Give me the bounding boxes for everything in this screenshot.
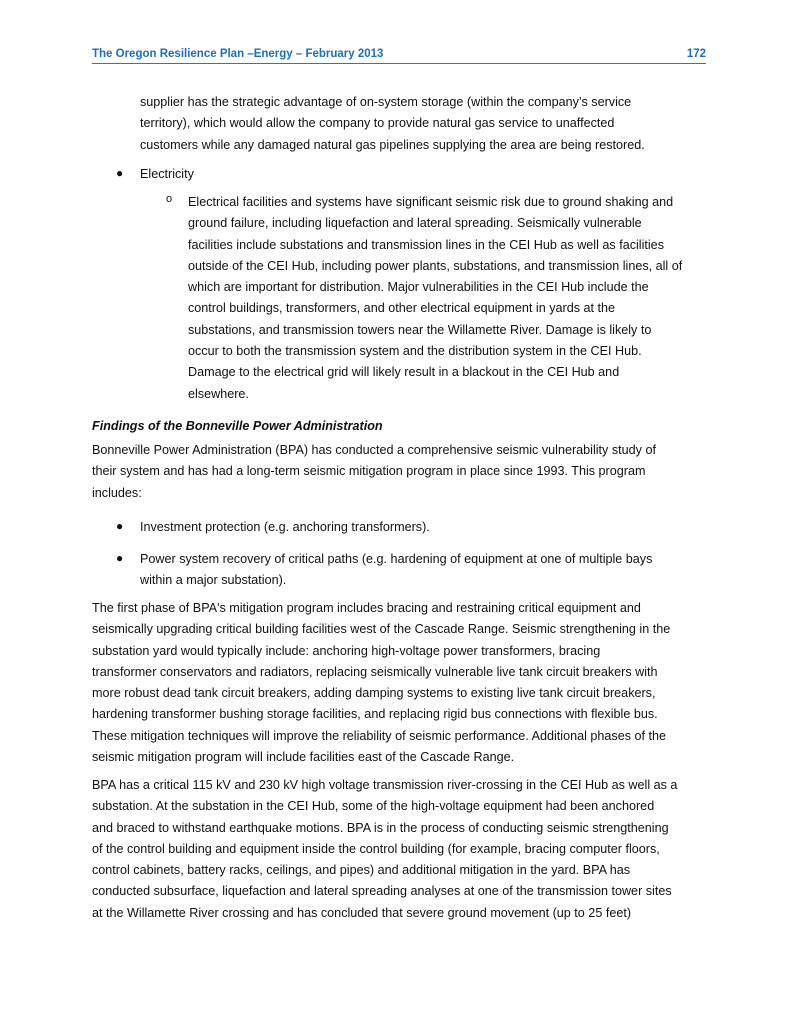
bpa-bullet-1 [140,517,430,538]
text-line: includes: [92,485,142,500]
bullet-electricity: Electricity [140,167,194,181]
text-line: BPA has a critical 115 kV and 230 kV high voltage transmission river-crossing in the CEI Hub as well as a [92,778,678,792]
text-line: of the control building and equipment inside the control building (for example, bracing computer floors, [92,841,660,856]
paragraph-gas [140,92,645,156]
heading-bpa: Findings of the Bonneville Power Administration [92,419,383,433]
text-line: control cabinets, battery racks, ceilings, and pipes) and additional mitigation in the yard. BPA has [92,863,631,878]
text-line: substation yard would typically include: anchoring high-voltage power transformers, bracing [92,643,601,658]
text-line: The first phase of BPA's mitigation program includes bracing and restraining critical equipment and [92,601,641,615]
text-line: at the Willamette River crossing and has concluded that severe ground movement (up to 25 feet) [92,905,632,920]
text-line: Power system recovery of critical paths (e.g. hardening of equipment at one of multiple bays [140,552,653,566]
text-line: Damage to the electrical grid will likely result in a blackout in the CEI Hub and [188,365,620,380]
text-line: customers while any damaged natural gas pipelines supplying the area are being restored. [140,137,645,152]
text-line: their system and has had a long-term seismic mitigation program in place since 1993. This program [92,464,646,479]
page-number: 172 [686,48,706,60]
bpa-bullet-2 [140,549,652,592]
bullet-icon: ● [116,551,124,565]
text-line: control buildings, transformers, and other electrical equipment in yards at the [188,301,616,316]
text-line: and braced to withstand earthquake motions. BPA is in the process of conducting seismic strengthening [92,820,669,835]
text-line: facilities include substations and transmission lines in the CEI Hub as well as facilities [188,237,664,252]
text-line: conducted subsurface, liquefaction and lateral spreading analyses at one of the transmission tower sites [92,884,672,899]
text-line: which are important for distribution. Major vulnerabilities in the CEI Hub include the [188,280,649,295]
paragraph-electricity [188,192,682,405]
page-header [92,48,706,64]
bullet-icon: ● [116,166,124,180]
paragraph-first-phase [92,598,670,768]
paragraph-river-crossing [92,775,677,924]
text-line: within a major substation). [140,573,287,588]
text-line: seismically upgrading critical building facilities west of the Cascade Range. Seismic strengthening in the [92,622,671,637]
text-line: substations, and transmission towers near the Willamette River. Damage is likely to [188,322,652,337]
header-title: The Oregon Resilience Plan –Energy – February 2013 [92,48,384,60]
bullet-icon: ● [116,519,124,533]
text-line: more robust dead tank circuit breakers, adding damping systems to existing live tank circuit breakers, [92,686,656,701]
text-line: elsewhere. [188,386,249,401]
text-line: ground failure, including liquefaction and lateral spreading. Seismically vulnerable [188,216,642,231]
sub-bullet-icon: o [166,193,173,205]
text-line: transformer conservators and radiators, replacing seismically vulnerable live tank circuit breakers with [92,664,658,679]
text-line: territory), which would allow the company to provide natural gas service to unaffected [140,116,615,131]
text-line: occur to both the transmission system and the distribution system in the CEI Hub. [188,344,642,359]
text-line: outside of the CEI Hub, including power plants, substations, and transmission lines, all of [188,258,683,273]
text-line: Investment protection (e.g. anchoring transformers). [140,520,430,534]
text-line: hardening transformer bushing storage facilities, and replacing rigid bus connections with flexible bus. [92,707,658,722]
text-line: Bonneville Power Administration (BPA) has conducted a comprehensive seismic vulnerability study of [92,443,656,457]
text-line: supplier has the strategic advantage of on-system storage (within the company’s service [140,95,632,109]
paragraph-bpa [92,440,656,504]
text-line: These mitigation techniques will improve the reliability of seismic performance. Additional phases of the [92,728,666,743]
text-line: Electrical facilities and systems have significant seismic risk due to ground shaking and [188,195,674,209]
text-line: substation. At the substation in the CEI Hub, some of the high-voltage equipment had been anchored [92,799,655,814]
text-line: seismic mitigation program will include facilities east of the Cascade Range. [92,750,515,765]
